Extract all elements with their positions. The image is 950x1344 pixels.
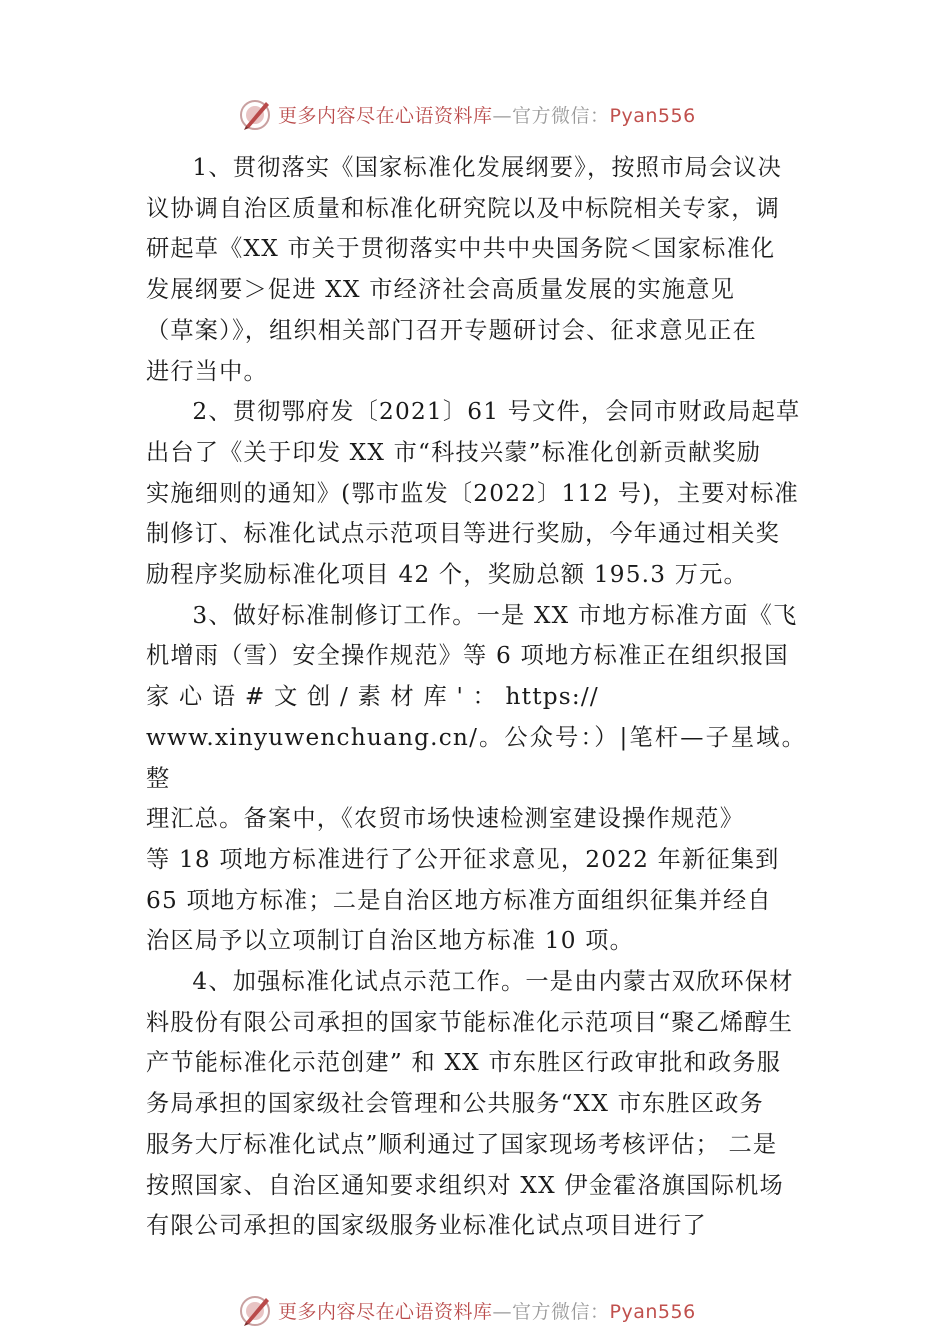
text-line: 服务大厅标准化试点”顺利通过了国家现场考核评估； 二是 bbox=[146, 1130, 778, 1158]
paragraph-2 bbox=[146, 392, 806, 596]
text-line: 1、贯彻落实《国家标准化发展纲要》，按照市局会议决 bbox=[192, 154, 783, 181]
separator: — bbox=[492, 105, 513, 127]
text-line: 务局承担的国家级社会管理和公共服务“XX 市东胜区政务 bbox=[146, 1090, 764, 1118]
text-line: 研起草《XX 市关于贯彻落实中共中央国务院＜国家标准化 bbox=[146, 235, 776, 263]
text-line: 理汇总。备案中，《农贸市场快速检测室建设操作规范》 bbox=[146, 805, 745, 833]
text-line: 进行当中。 bbox=[146, 357, 268, 385]
text-line: 议协调自治区质量和标准化研究院以及中标院相关专家，调 bbox=[146, 194, 781, 222]
text-line: 料股份有限公司承担的国家节能标准化示范项目“聚乙烯醇生 bbox=[146, 1008, 794, 1036]
text-line: 实施细则的通知》(鄂市监发〔2022〕112 号)，主要对标准 bbox=[146, 479, 799, 507]
brand-text: 更多内容尽在心语资料库 bbox=[278, 1301, 493, 1323]
text-line: 家 心 语 # 文 创 / 素 材 库 ' ： https:// bbox=[146, 683, 599, 711]
text-line: 产节能标准化示范创建” 和 XX 市东胜区行政审批和政务服 bbox=[146, 1049, 782, 1077]
text-line: （草案）》，组织相关部门召开专题研讨会、征求意见正在 bbox=[146, 316, 757, 344]
wechat-label: 官方微信： bbox=[512, 1301, 610, 1323]
text-line: 有限公司承担的国家级服务业标准化试点项目进行了 bbox=[146, 1212, 707, 1240]
text-line: 等 18 项地方标准进行了公开征求意见，2022 年新征集到 bbox=[146, 845, 780, 873]
separator: — bbox=[492, 1301, 513, 1323]
wechat-account: Pyan556 bbox=[609, 105, 696, 127]
text-line: www.xinyuwenchuang.cn/。公众号：）|笔杆—子星域。整 bbox=[146, 723, 806, 792]
text-line: 65 项地方标准；二是自治区地方标准方面组织征集并经自 bbox=[146, 886, 772, 914]
paragraph-1 bbox=[146, 148, 806, 392]
text-line: 4、加强标准化试点示范工作。一是由内蒙古双欣环保材 bbox=[192, 968, 794, 996]
text-line: 发展纲要＞促进 XX 市经济社会高质量发展的实施意见 bbox=[146, 276, 736, 304]
wechat-label: 官方微信： bbox=[512, 105, 610, 127]
text-line: 制修订、标准化试点示范项目等进行奖励，今年通过相关奖 bbox=[146, 520, 781, 548]
text-line: 出台了《关于印发 XX 市“科技兴蒙”标准化创新贡献奖励 bbox=[146, 438, 762, 466]
text-line: 3、做好标准制修订工作。一是 XX 市地方标准方面《飞 bbox=[192, 601, 798, 629]
paragraph-4 bbox=[146, 962, 806, 1247]
document-body bbox=[146, 148, 806, 1247]
footer-banner-text bbox=[278, 1297, 696, 1324]
pen-logo-icon bbox=[238, 1292, 274, 1328]
text-line: 按照国家、自治区通知要求组织对 XX 伊金霍洛旗国际机场 bbox=[146, 1171, 784, 1199]
text-line: 治区局予以立项制订自治区地方标准 10 项。 bbox=[146, 927, 635, 955]
text-line: 2、贯彻鄂府发〔2021〕61 号文件，会同市财政局起草 bbox=[192, 398, 801, 426]
footer-banner bbox=[0, 1290, 950, 1330]
pen-logo-icon bbox=[238, 96, 274, 132]
text-line: 励程序奖励标准化项目 42 个，奖励总额 195.3 万元。 bbox=[146, 561, 748, 589]
text-line: 机增雨（雪）安全操作规范》等 6 项地方标准正在组织报国 bbox=[146, 642, 789, 670]
header-banner bbox=[0, 94, 950, 134]
header-banner-text bbox=[278, 101, 696, 128]
brand-text: 更多内容尽在心语资料库 bbox=[278, 105, 493, 127]
paragraph-3 bbox=[146, 596, 806, 962]
wechat-account: Pyan556 bbox=[609, 1301, 696, 1323]
